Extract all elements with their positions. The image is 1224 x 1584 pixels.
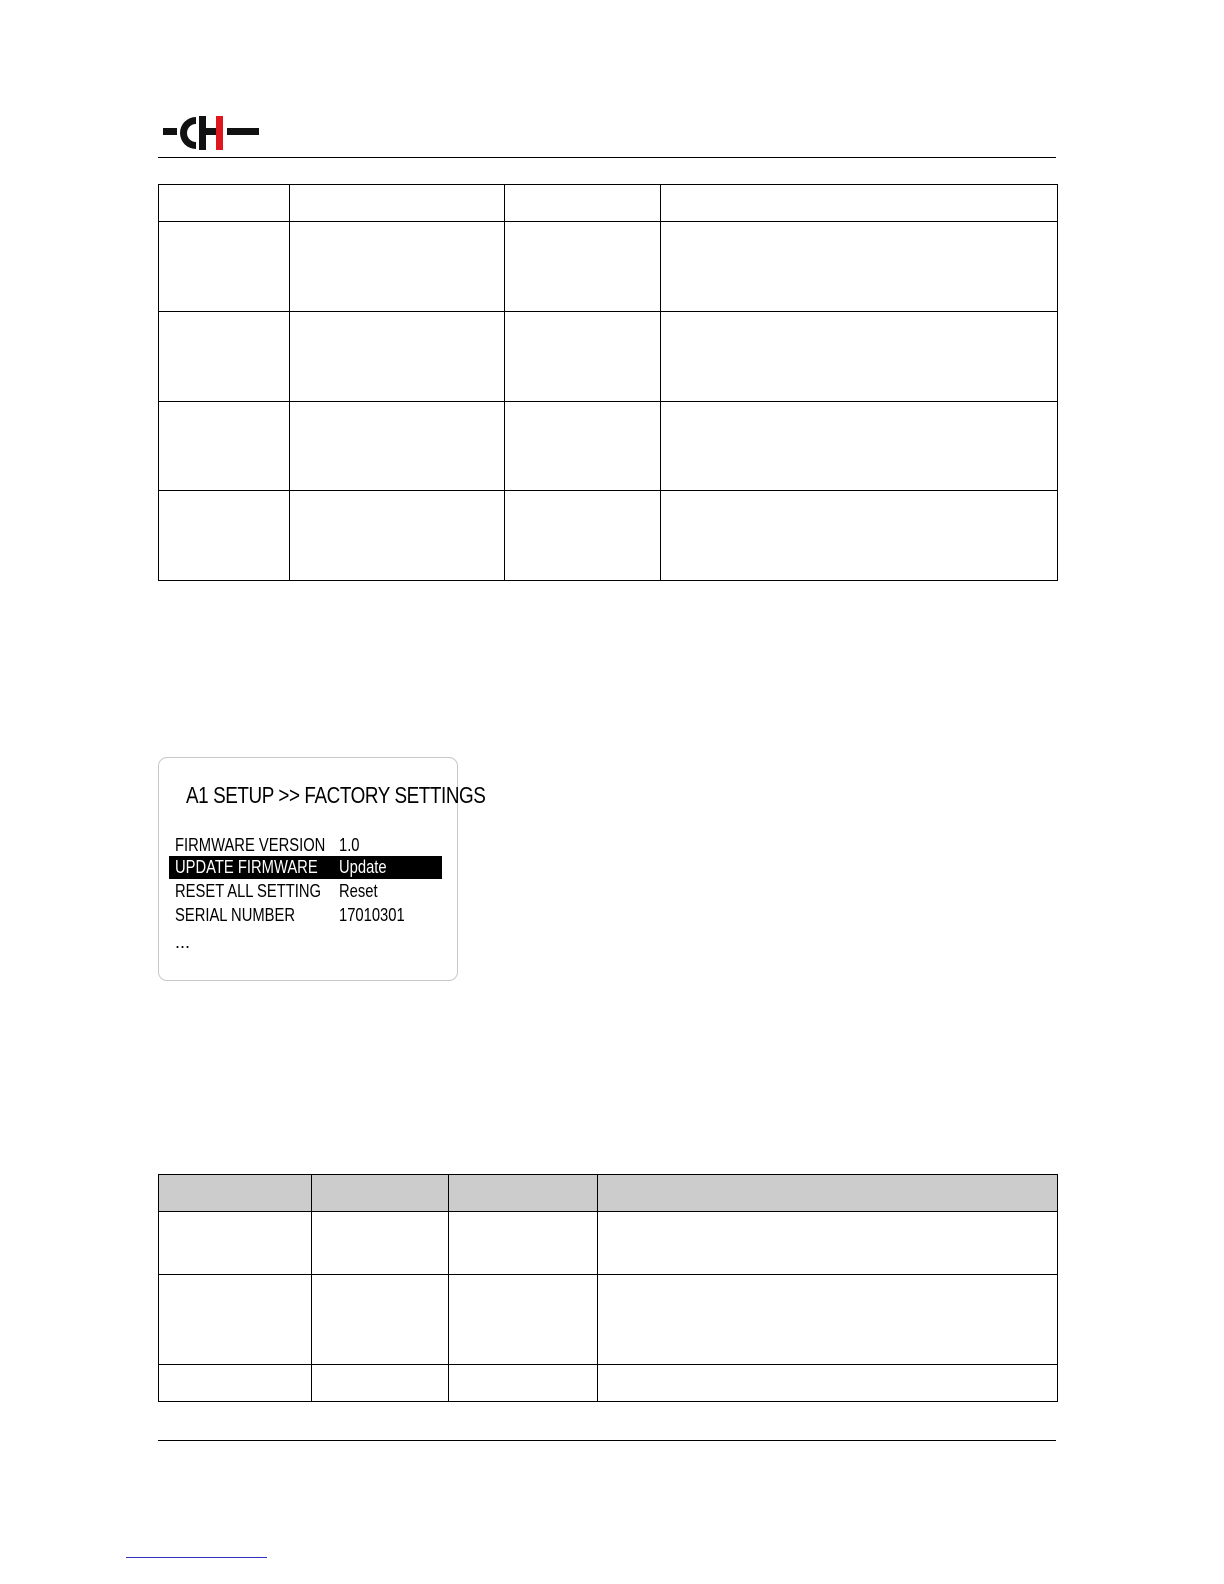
table-row	[159, 1275, 1058, 1365]
setting-row-update-firmware	[169, 856, 442, 879]
ch-logo	[163, 113, 263, 153]
table-row	[159, 1212, 1058, 1275]
setting-value: Update	[339, 857, 387, 877]
header-rule	[158, 157, 1056, 158]
header-cell	[312, 1175, 449, 1212]
table-row	[159, 222, 1058, 312]
header-cell	[661, 185, 1058, 222]
setting-label: UPDATE FIRMWARE	[175, 857, 318, 877]
table-header-row	[159, 1175, 1058, 1212]
setting-row-reset-all	[169, 880, 442, 903]
table-row	[159, 312, 1058, 402]
header-cell	[598, 1175, 1058, 1212]
setting-label: FIRMWARE VERSION	[175, 835, 326, 855]
table-row	[159, 1365, 1058, 1402]
setting-row-firmware-version	[169, 834, 442, 857]
bottom-table	[158, 1174, 1058, 1402]
device-screen	[158, 757, 486, 981]
setting-value: Reset	[339, 881, 378, 901]
footer-link-underline[interactable]	[126, 1557, 267, 1558]
more-indicator: ...	[175, 932, 191, 952]
setting-row-serial-number	[169, 904, 442, 927]
header-cell	[449, 1175, 598, 1212]
setting-value: 1.0	[339, 835, 360, 855]
table-row	[159, 402, 1058, 491]
header-cell	[290, 185, 505, 222]
top-table	[158, 184, 1058, 581]
table-row	[159, 491, 1058, 581]
header-cell	[159, 1175, 312, 1212]
setting-label: SERIAL NUMBER	[175, 905, 296, 925]
footer-rule	[158, 1440, 1056, 1441]
setting-label: RESET ALL SETTING	[175, 881, 322, 901]
table-header-row	[159, 185, 1058, 222]
header-cell	[159, 185, 290, 222]
setting-value: 17010301	[339, 905, 405, 925]
screen-title: A1 SETUP >> FACTORY SETTINGS	[186, 782, 486, 808]
header-cell	[505, 185, 661, 222]
